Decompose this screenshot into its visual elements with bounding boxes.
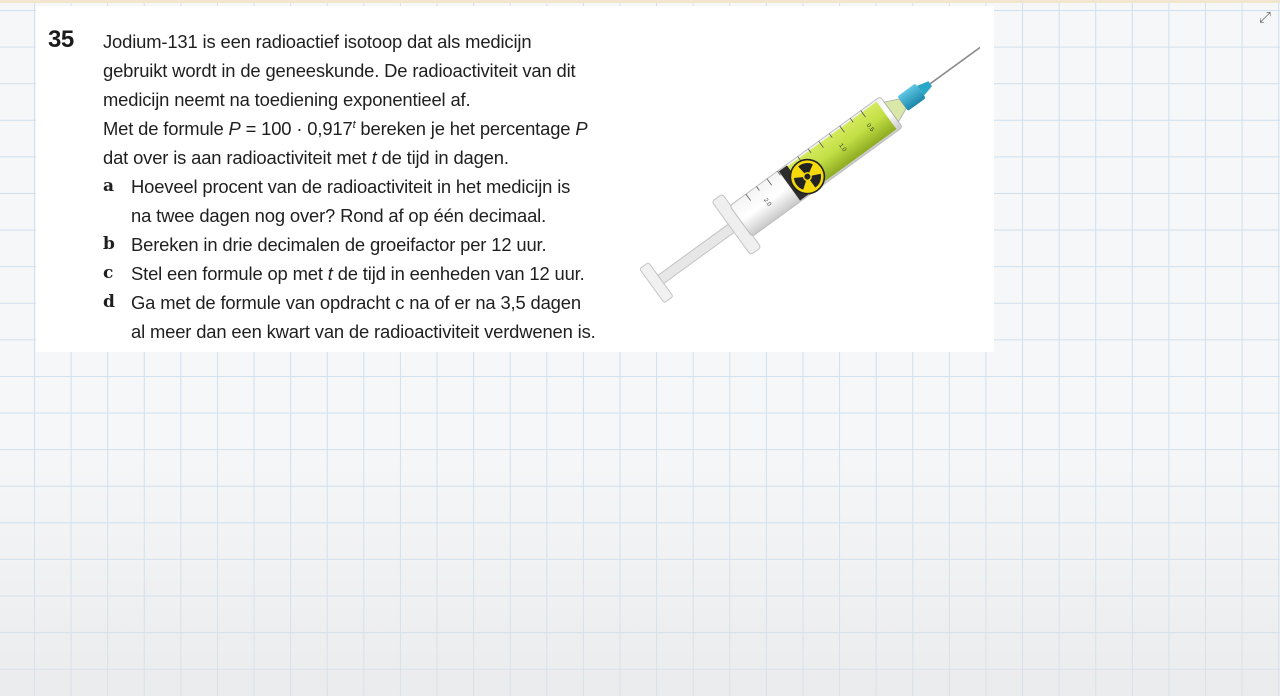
definition-after: de tijd in dagen.	[376, 147, 509, 168]
scale-label-0-5: 0.5	[864, 122, 875, 134]
definition-line	[103, 143, 643, 172]
exercise-text	[103, 27, 643, 346]
formula-after: bereken je het percentage	[355, 118, 576, 139]
needle	[930, 43, 980, 84]
question-c-var-t: t	[327, 263, 333, 284]
formula-var-p2: P	[575, 118, 588, 139]
exercise-number: 35	[48, 26, 74, 53]
question-c-text	[131, 259, 643, 288]
question-a-line-1: Hoeveel procent van de radioactiviteit in het medicijn is	[131, 176, 571, 197]
definition-var-t: t	[371, 147, 377, 168]
question-a-line-2: na twee dagen nog over? Rond af op één decimaal.	[131, 205, 547, 226]
formula-line	[103, 114, 643, 143]
formula-equation: = 100 · 0,917	[240, 118, 353, 139]
syringe-illustration	[630, 22, 980, 312]
question-d	[103, 288, 643, 346]
question-a-text	[131, 172, 643, 230]
question-letter-d: d	[103, 292, 115, 312]
scale-label-1-0: 1.0	[837, 142, 848, 154]
question-d-text	[131, 288, 643, 346]
intro-line-1: Jodium-131 is een radioactief isotoop dat als medicijn	[103, 31, 532, 52]
question-letter-c: c	[103, 263, 114, 283]
question-c-before: Stel een formule op met	[131, 263, 328, 284]
question-c-line-1	[131, 259, 643, 288]
question-b-text	[131, 230, 643, 259]
question-c	[103, 259, 643, 288]
formula-before: Met de formule	[103, 118, 229, 139]
plunger-rod	[657, 220, 740, 284]
question-d-line-1: Ga met de formule van opdracht c na of er na 3,5 dagen	[131, 292, 581, 313]
top-strip	[0, 0, 1280, 3]
question-letter-a: a	[103, 176, 114, 196]
question-b	[103, 230, 643, 259]
intro-line-2: gebruikt wordt in de geneeskunde. De radioactiviteit van dit	[103, 60, 576, 81]
question-c-after: de tijd in eenheden van 12 uur.	[332, 263, 585, 284]
formula-exponent: t	[352, 119, 356, 131]
formula-var-p: P	[228, 118, 241, 139]
question-a	[103, 172, 643, 230]
scale-label-2-0: 2.0	[762, 197, 772, 208]
intro-line-3: medicijn neemt na toediening exponentieel af.	[103, 89, 471, 110]
expand-icon[interactable]: ⤢	[1258, 8, 1271, 26]
question-d-line-2: al meer dan een kwart van de radioactiviteit verdwenen is.	[131, 321, 596, 342]
question-letter-b: b	[103, 234, 115, 254]
question-b-line-1: Bereken in drie decimalen de groeifactor per 12 uur.	[131, 234, 547, 255]
definition-before: dat over is aan radioactiviteit met	[103, 147, 372, 168]
